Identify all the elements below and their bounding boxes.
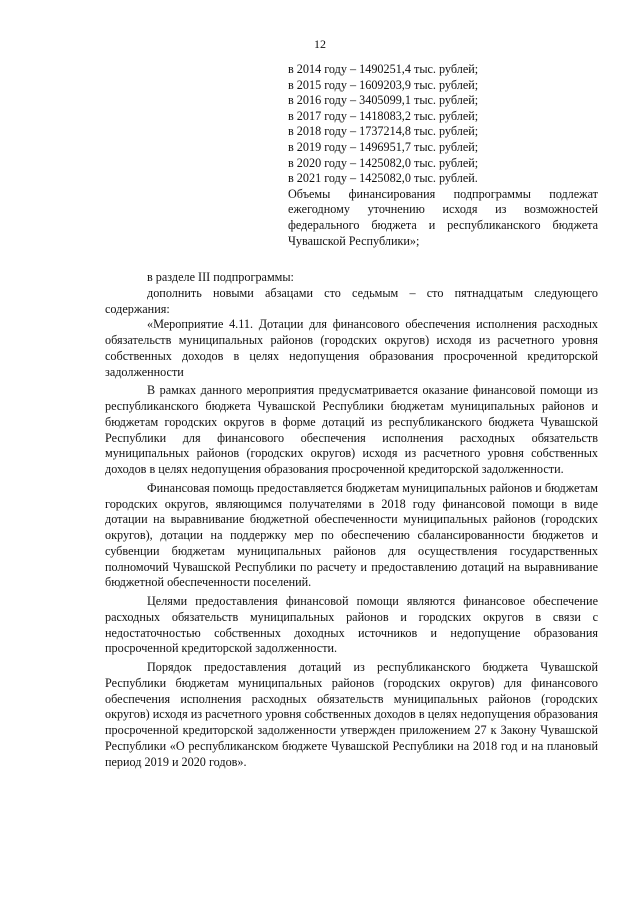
funding-line-2018: в 2018 году – 1737214,8 тыс. рублей; [288,124,479,139]
paragraph-procedure: Порядок предоставления дотаций из республиканского бюджета Чувашской Республики бюджетам муниципальных районов (городских округов) для финансового обеспечения исполнения расходных обязательств муниципальных районов (городских округов) исходя из расчетного уровня собственных доходов в целях недопущения образования просроченной кредиторской задолженности утвержден приложением 27 к Закону Чувашской Республики «О республиканском бюджете Чувашской Республики на 2018 год и на плановый период 2019 и 2020 годов». [105,660,598,769]
funding-line-2021: в 2021 году – 1425082,0 тыс. рублей. [288,171,478,186]
funding-volumes-block [288,62,598,249]
funding-line-2020: в 2020 году – 1425082,0 тыс. рублей; [288,155,479,170]
funding-line-2015: в 2015 году – 1609203,9 тыс. рублей; [288,77,479,92]
paragraph-recipients: Финансовая помощь предоставляется бюджетам муниципальных районов и бюджетам городских округов, являющимся получателями в 2018 году финансовой помощи в виде дотации на выравнивание бюджетной обеспеченности муниципальных районов (городских округов), дотации на поддержку мер по обеспечению сбалансированности бюджетов и субвенции бюджетам муниципальных районов для осуществления государственных полномочий Чувашской Республики по расчету и предоставлению дотаций на выравнивание бюджетной обеспеченности поселений. [105,480,598,590]
paragraph-measure-4-11: «Мероприятие 4.11. Дотации для финансового обеспечения исполнения расходных обязательств муниципальных районов (городских округов) исходя из расчетного уровня собственных доходов в целях недопущения образования просроченной кредиторской задолженности [105,317,598,379]
funding-line-2019: в 2019 году – 1496951,7 тыс. рублей; [288,139,479,154]
paragraph-financial-assistance: В рамках данного мероприятия предусматривается оказание финансовой помощи из республиканского бюджета Чувашской Республики бюджетам муниципальных районов и бюджетам городских округов в форме дотаций из республиканского бюджета Чувашской Республики для финансового обеспечения исполнения расходных обязательств муниципальных районов (городских округов) исходя из расчетного уровня собственных доходов в целях недопущения образования просроченной кредиторской задолженности. [105,383,598,476]
funding-adjustment-note: Объемы финансирования подпрограммы подлежат ежегодному уточнению исходя из возможностей федерального бюджета и республиканского бюджета Чувашской Республики»; [288,186,598,248]
paragraph-goals: Целями предоставления финансовой помощи являются финансовое обеспечение расходных обязательств муниципальных районов и городских округов в связи с недостаточностью собственных доходных источников и недопущение образования просроченной кредиторской задолженности. [105,594,598,656]
add-paragraphs-instruction: дополнить новыми абзацами сто седьмым – сто пятнадцатым следующего содержания: [105,285,598,316]
page-number: 12 [314,37,326,51]
funding-line-2016: в 2016 году – 3405099,1 тыс. рублей; [288,93,479,108]
section-intro: в разделе III подпрограммы: [147,270,294,284]
funding-line-2017: в 2017 году – 1418083,2 тыс. рублей; [288,108,479,123]
document-body [105,270,598,770]
funding-line-2014: в 2014 году – 1490251,4 тыс. рублей; [288,62,479,76]
